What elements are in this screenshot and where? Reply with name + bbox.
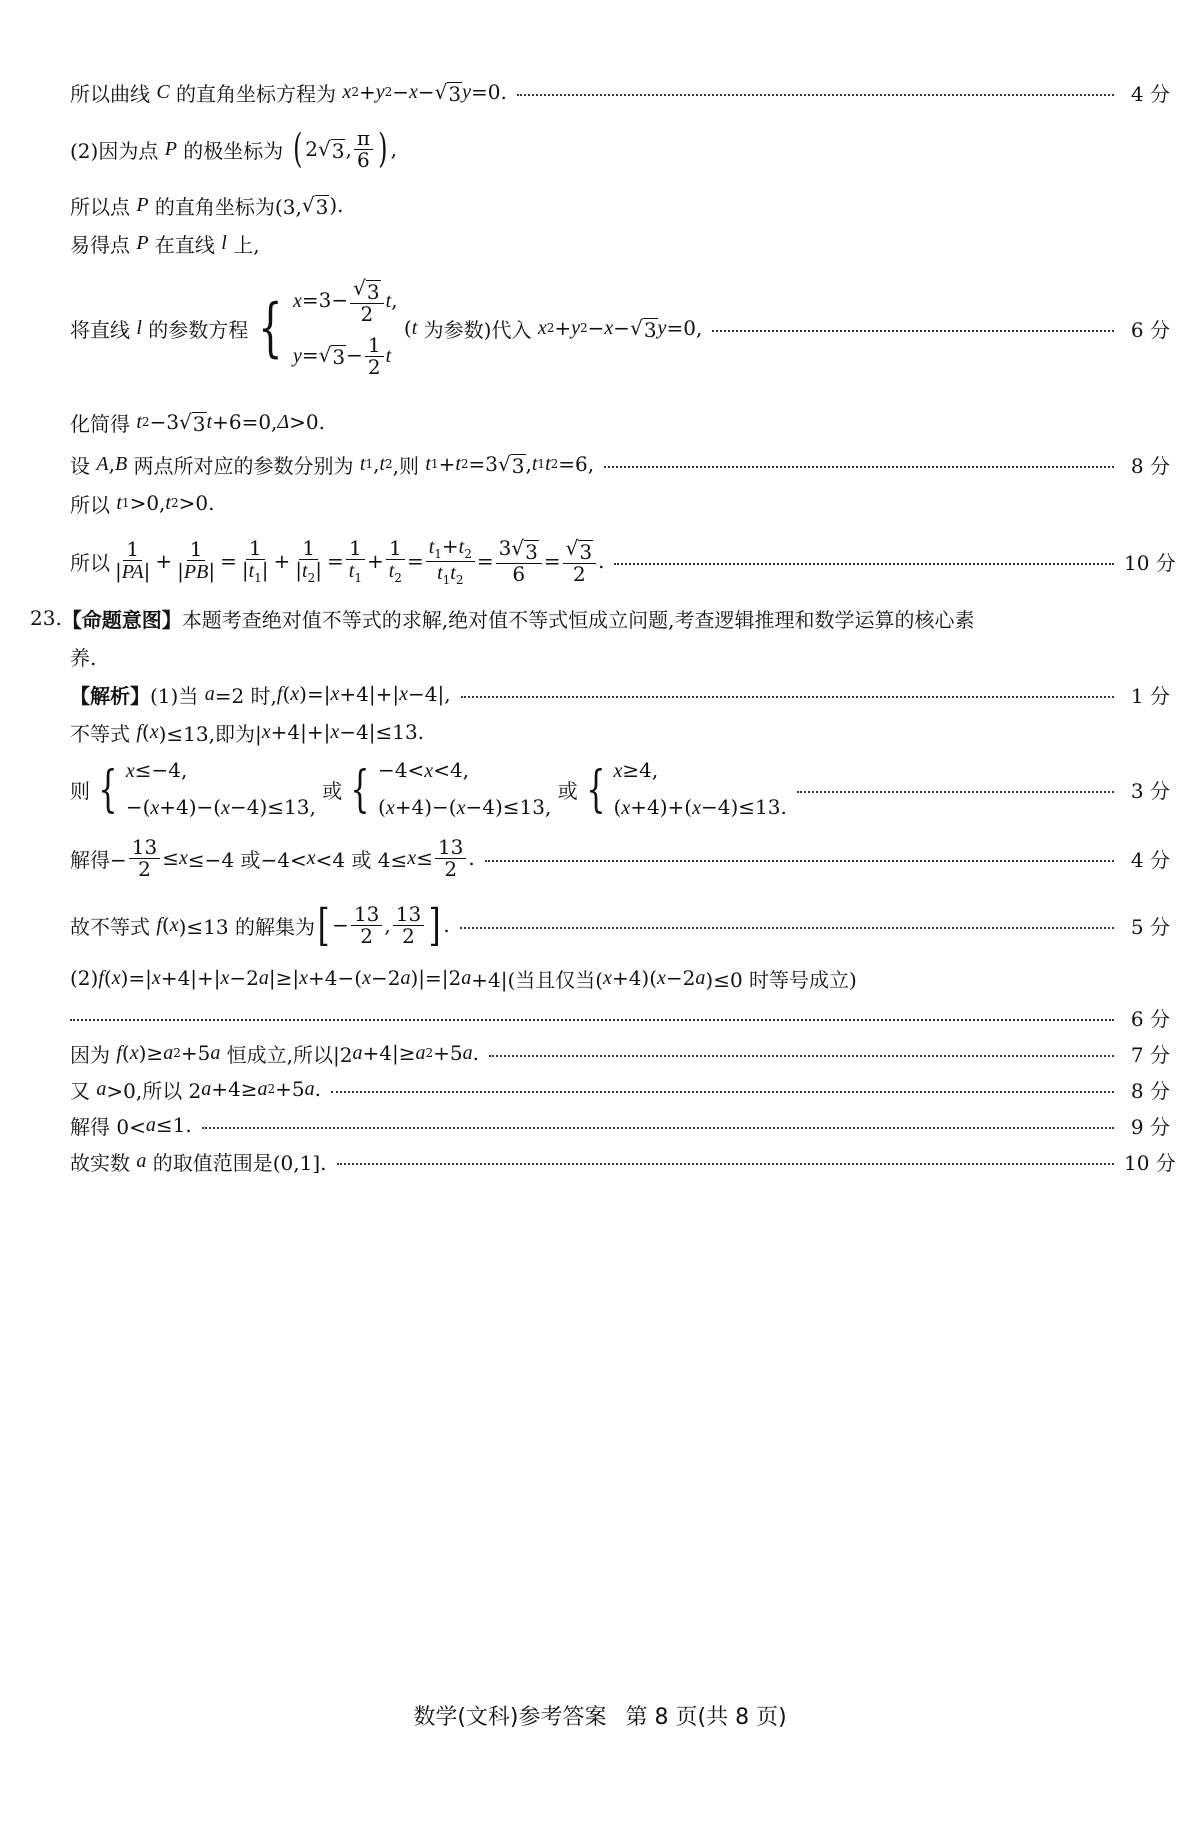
score-label: 8 分 [1130, 453, 1170, 478]
q23-intent-line2 [70, 638, 1170, 674]
analysis-tag: 【解析】 [70, 683, 150, 708]
score-label: 4 分 [1130, 81, 1170, 106]
line-simplified-quadratic: 化简得 t 2 −3 √ 3 t +6=0, Δ >0. [70, 409, 326, 436]
score-label: 7 分 [1130, 1042, 1170, 1067]
line-a-range: 解得 0< a ≤1. 9 分 [70, 1108, 1170, 1142]
line-reciprocal-sum: 所以 $\frac{1}{|PA|}$ + $\frac{1}{|PB|}$ = $\frac{1}{|t_1|}$ + $\frac{1}{|t_2|}$ = $\frac{1}{t_1}$ + $\frac{1}{t_2}$ = $\frac{t_1+t_2}{t_1t_2}$ = 3 √ 3 6 = √ 3 2 . 10 分 [70, 533, 1176, 587]
line-inequality: 不等式 f ( x )≤13,即为| x +4|+| x −4|≤13. [70, 720, 425, 746]
question-number: 23. [30, 606, 62, 630]
score-label: 10 分 [1124, 550, 1176, 575]
intent-text: 本题考查绝对值不等式的求解,绝对值不等式恒成立问题,考查逻辑推理和数学运算的核心素 [181, 607, 975, 632]
line-curve-equation: 所以曲线 C 的直角坐标方程为 x 2 + y 2 − x − √ 3 y =0. 4 分 [70, 79, 1170, 106]
line-positive-roots: 所以 t 1 >0, t 2 >0. [70, 491, 215, 517]
score-label: 6 分 [1130, 317, 1170, 342]
footer-page-number: 第 8 页(共 8 页) [625, 1705, 787, 1730]
score-label: 8 分 [1130, 1078, 1170, 1103]
line-point-on-line: 易得点 P 在直线 l 上, [70, 231, 260, 257]
line-solution-ranges: 解得− $\frac{13}{2}$ ≤ x ≤−4 或−4< x <4 或 4≤ x ≤ $\frac{13}{2}$ . 4 分 [70, 834, 1170, 881]
score-label: 9 分 [1130, 1114, 1170, 1139]
line-analysis-part1: 【解析】 (1)当 a =2 时, f ( x )=| x +4|+| x −4|, 1 分 [70, 676, 1170, 712]
page-footer [0, 1700, 1200, 1731]
score-label: 5 分 [1130, 914, 1170, 939]
line-rect-coordinate: 所以点 P 的直角坐标为(3, √ 3 ). [70, 192, 344, 219]
score-label: 4 分 [1130, 847, 1170, 872]
q23-intent-line1 [30, 598, 1170, 638]
intent-text-continued: 养. [70, 645, 97, 670]
line-solution-set: 故不等式 f ( x )≤13 的解集为 [ − $\frac{13}{2}$ , $\frac{13}{2}$ ] . 5 分 [70, 899, 1170, 951]
line-a-positive: 又 a >0,所以 2 a +4≥ a 2 +5 a . 8 分 [70, 1072, 1170, 1106]
line-score-continuation [70, 1000, 1170, 1034]
line-vieta: 设 A , B 两点所对应的参数分别为 t 1 , t 2 ,则 t 1 + t 2 =3 √ 3 , t 1 t 2 =6, 8 分 [70, 451, 1170, 478]
score-label: 6 分 [1130, 1006, 1170, 1031]
line-triangle-inequality: (2) f ( x )=| x +4|+| x −2 a |≥| x +4−( x −2 a )|=|2 a +4|(当且仅当( x +4)( x −2 a )≤0 时等号成立) [70, 966, 857, 992]
line-polar-coordinate: (2)因为点 P 的极坐标为 ( 2 √ 3 , $\frac{\pi}{6}$ ) , [70, 125, 397, 172]
score-label: 3 分 [1130, 778, 1170, 803]
score-label: 10 分 [1124, 1150, 1176, 1175]
line-parametric-equation: 将直线 l 的参数方程 { x=3− √ 3 2 t, y= √ 3 − $\frac{1}{2}$ t ( t 为参数)代入 x 2 + y 2 − x − √ 3 y =0, 6 分 [70, 276, 1170, 379]
line-final-answer: 故实数 a 的取值范围是(0,1]. 10 分 [70, 1144, 1170, 1178]
line-always-holds: 因为 f ( x )≥ a 2 +5 a 恒成立,所以|2 a +4|≥ a 2 +5 a . 7 分 [70, 1036, 1170, 1070]
line-case-systems: 则 { x≤−4, −(x+4)−(x−4)≤13, 或 { −4<x<4, (x+4)−(x−4)≤13, 或 { x≥4, (x+4)+(x−4)≤13. 3 分 [70, 758, 1170, 819]
score-label: 1 分 [1130, 683, 1170, 708]
footer-subject: 数学(文科)参考答案 [413, 1705, 607, 1730]
intent-tag: 【命题意图】 [61, 607, 182, 632]
